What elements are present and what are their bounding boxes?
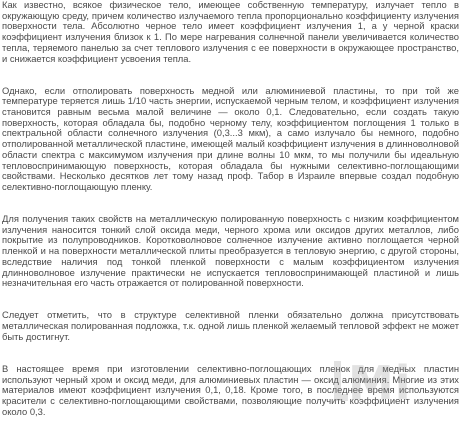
paragraph-spacer <box>2 289 459 310</box>
paragraph-1: Как известно, всякое физическое тело, имеющее собственную температуру, излучает тепло в окружающую среду, причем количество излучаемого тепла пропорционально коэффициенту излучения поверхности тела. Абсолютно черное тело имеет коэффициент излучения 1, а у черной краски коэффициент излучения близок к 1. По мере нагревания солнечной панели увеличивается количество тепла, теряемого панелью за счет теплового излучения с ее поверхности в окружающее пространство, и снижается коэффициент усвоения тепла. <box>2 0 459 64</box>
paragraph-5: В настоящее время при изготовлении селективно-поглощающих пленок для медных пластин используют черный хром и оксид меди, для алюминиевых пластин — оксид алюминия. Многие из этих материалов имеют коэффициент излучения 0,1, 0,18. Кроме того, в последнее время используются красители с селективно-поглощающими свойствами, позволяющие получить коэффициент излучения около 0,3. <box>2 362 459 417</box>
paragraph-spacer <box>2 342 459 363</box>
paragraph-spacer <box>2 64 459 85</box>
paragraph-3: Для получения таких свойств на металлическую полированную поверхность с низким коэффициентом излучения наносится тонкий слой оксида меди, черного хрома или оксидов других металлов, либо покрытие из полупроводников. Коротковолновое солнечное излучение активно поглощается черной пленкой и на поверхности металлической плиты преобразуется в тепловую энергию, с другой стороны, вследствие наличия под тонкой пленкой поверхности с малым коэффициентом излучения длинноволновое излучение практически не испускается тепловоспринимающей пластиной и лишь незначительная его часть отражается от полированной поверхности. <box>2 213 459 289</box>
paragraph-2: Однако, если отполировать поверхность медной или алюминиевой пластины, то при той же температуре теряется лишь 1/10 часть энергии, испускаемой черным телом, и коэффициент излучения становится равным весьма малой величине — около 0,1. Следовательно, если создать такую поверхность, которая обладала бы, подобно черному телу, коэффициентом поглощения 1 только в спектральной области солнечного излучения (0,3...3 мкм), а само излучало бы немного, подобно отполированной металлической пластине, имеющей малый коэффициент излучения в длинноволновой области спектра с максимумом излучения при длине волны 10 мкм, то мы получили бы идеальную тепловоспринимающую поверхность, которая обладала бы нужными селективно-поглощающими свойствами. Несколько десятков лет тому назад проф. Табор в Израиле впервые создал подобную селективно-поглощающую пленку. <box>2 84 459 192</box>
paragraph-4: Следует отметить, что в структуре селективной пленки обязательно должна присутствовать металлическая полированная подложка, т.к. одной лишь пленкой желаемый тепловой эффект не может быть достигнут. <box>2 309 459 342</box>
watermark-text: Mi <box>348 356 412 410</box>
paragraph-spacer <box>2 193 459 214</box>
